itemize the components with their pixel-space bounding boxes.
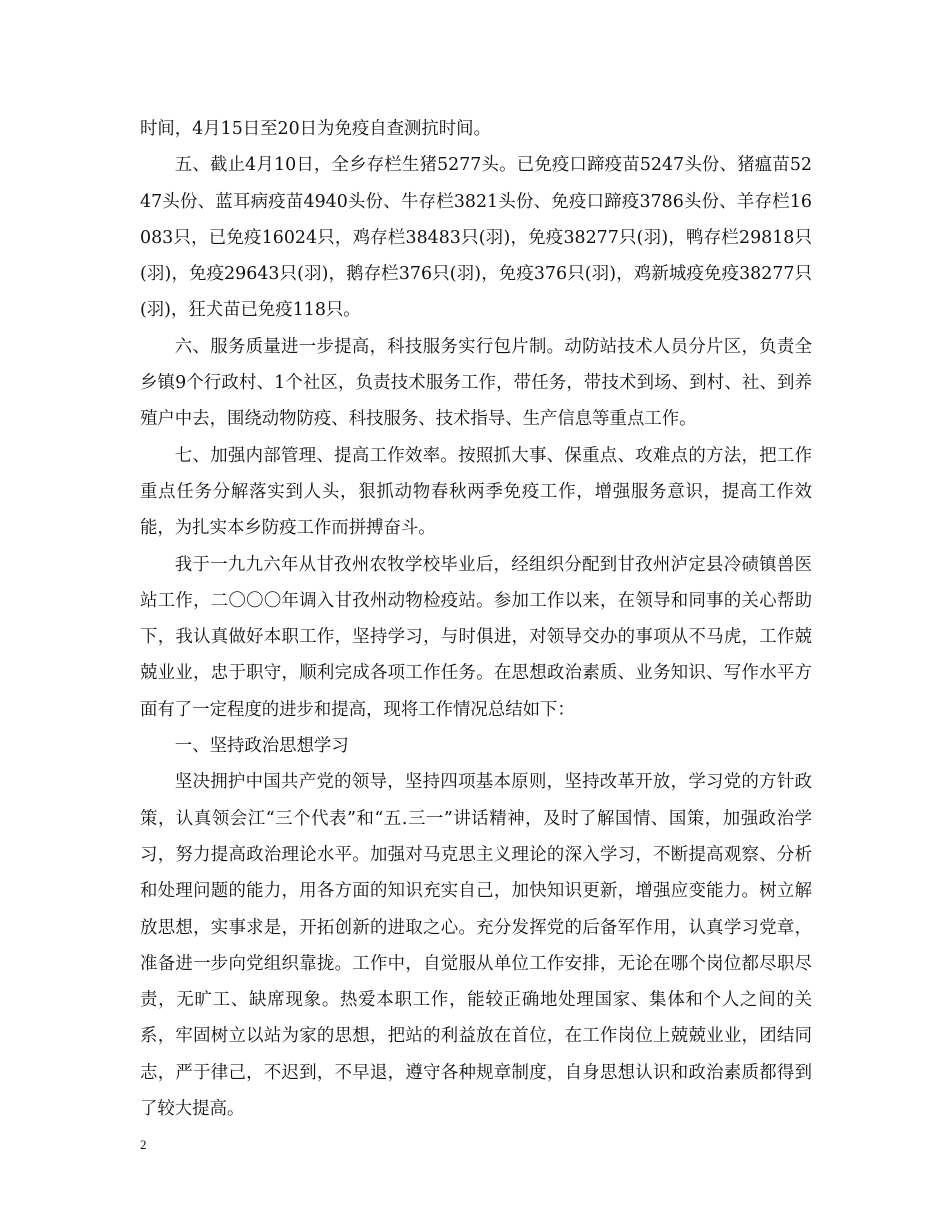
- paragraph-work-history: 我于一九九六年从甘孜州农牧学校毕业后，经组织分配到甘孜州泸定县冷碛镇兽医站工作，二〇〇〇年调入甘孜州动物检疫站。参加工作以来，在领导和同事的关心帮助下，我认真做好本职工作，坚持学习，与时俱进，对领导交办的事项从不马虎，工作兢兢业业，忠于职守，顺利完成各项工作任务。在思想政治素质、业务知识、写作水平方面有了一定程度的进步和提高，现将工作情况总结如下：: [140, 554, 812, 720]
- document-body: [140, 111, 812, 1127]
- section-heading-political-study: 一、坚持政治思想学习: [174, 736, 349, 757]
- paragraph-livestock-stats: 五、截止4月10日，全乡存栏生猪5277头。已免疫口蹄疫苗5247头份、猪瘟苗5247头份、蓝耳病疫苗4940头份、牛存栏3821头份、免疫口蹄疫3786头份、羊存栏16083只，已免疫16024只，鸡存栏38483只(羽)，免疫38277只(羽)，鸭存栏29818只(羽)，免疫29643只(羽)，鹅存栏376只(羽)，免疫376只(羽)，鸡新城疫免疫38277只(羽)，狂犬苗已免疫118只。: [140, 155, 812, 321]
- page-number: 2: [140, 1137, 147, 1152]
- paragraph-internal-management: 七、加强内部管理、提高工作效率。按照抓大事、保重点、攻难点的方法，把工作重点任务分解落实到人头，狠抓动物春秋两季免疫工作，增强服务意识，提高工作效能，为扎实本乡防疫工作而拼搏奋斗。: [140, 445, 812, 539]
- paragraph-political-study: 坚决拥护中国共产党的领导，坚持四项基本原则，坚持改革开放，学习党的方针政策，认真领会江“三个代表”和“五.三一”讲话精神，及时了解国情、国策，加强政治学习，努力提高政治理论水平。加强对马克思主义理论的深入学习，不断提高观察、分析和处理问题的能力，用各方面的知识充实自己，加快知识更新，增强应变能力。树立解放思想，实事求是，开拓创新的进取之心。充分发挥党的后备军作用，认真学习党章，准备进一步向党组织靠拢。工作中，自觉服从单位工作安排，无论在哪个岗位都尽职尽责，无旷工、缺席现象。热爱本职工作，能较正确地处理国家、集体和个人之间的关系，牢固树立以站为家的思想，把站的利益放在首位，在工作岗位上兢兢业业，团结同志，严于律己，不迟到，不早退，遵守各种规章制度，自身思想认识和政治素质都得到了较大提高。: [140, 772, 812, 1120]
- paragraph-continuation: 时间，4月15日至20日为免疫自查测抗时间。: [140, 119, 491, 139]
- paragraph-service-quality: 六、服务质量进一步提高，科技服务实行包片制。动防站技术人员分片区，负责全乡镇9个行政村、1个社区，负责技术服务工作，带任务，带技术到场、到村、社、到养殖户中去，围绕动物防疫、科技服务、技术指导、生产信息等重点工作。: [140, 336, 812, 430]
